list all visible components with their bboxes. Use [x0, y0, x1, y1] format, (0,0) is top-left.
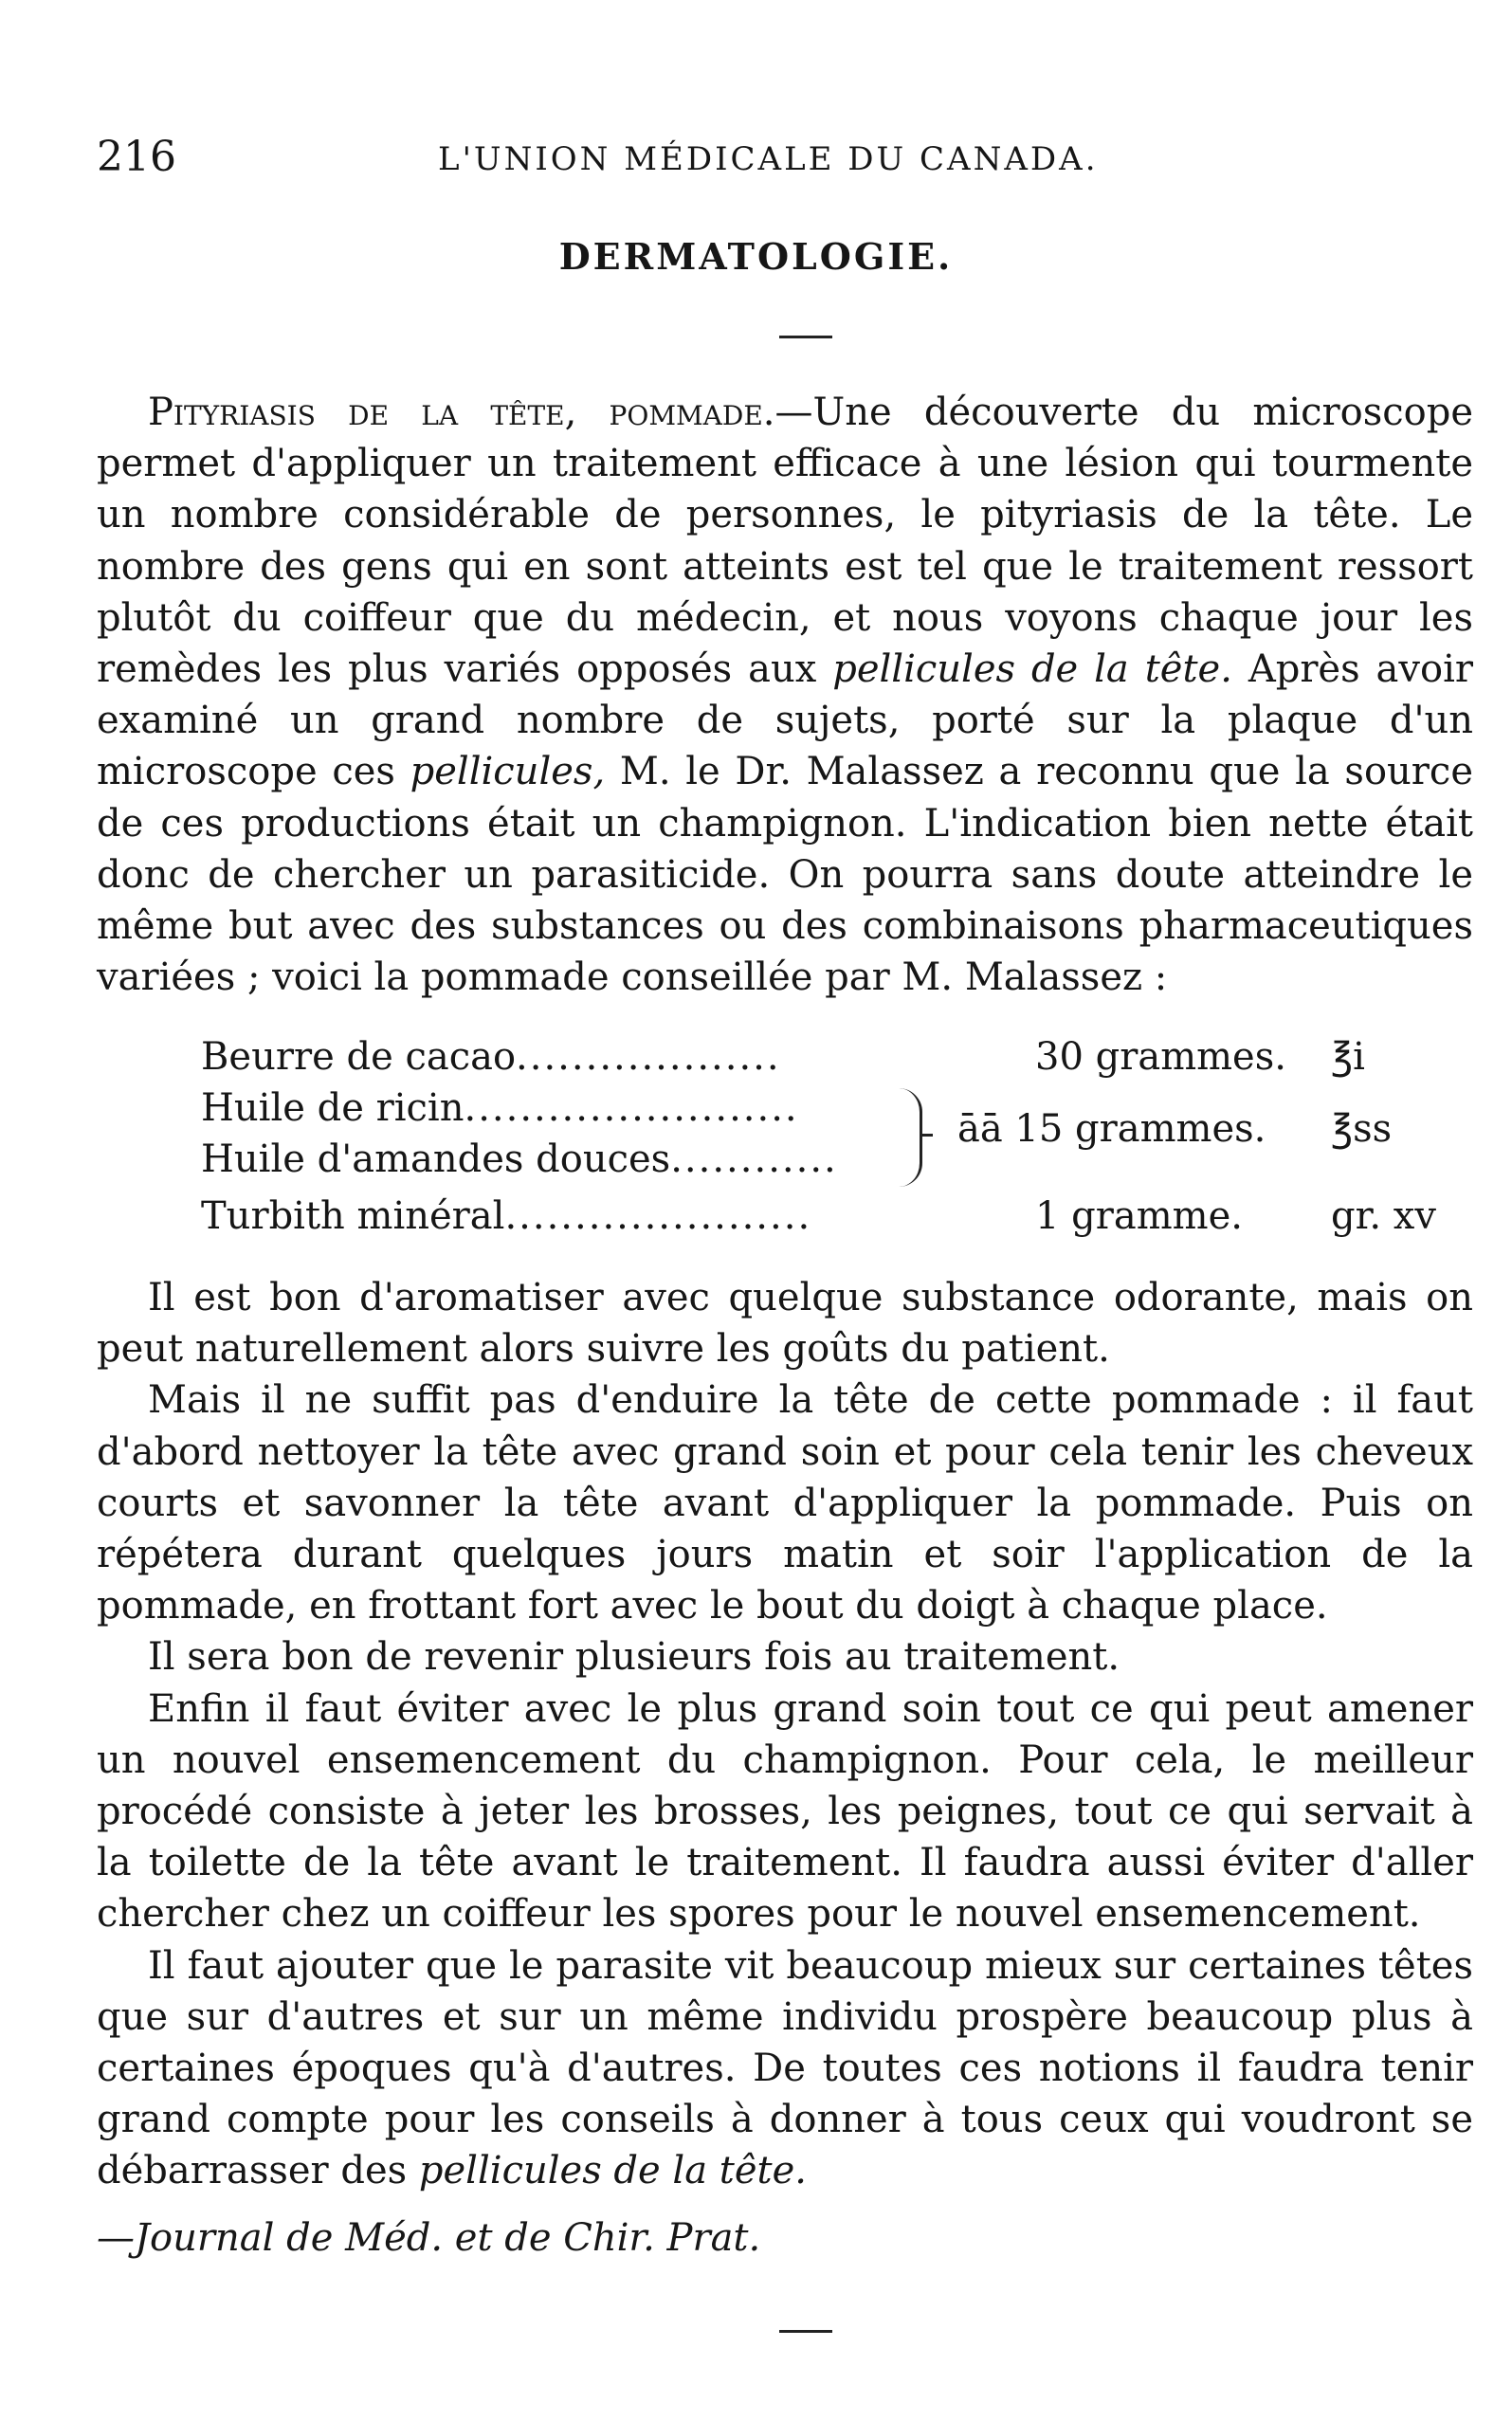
formula-shared-apothecary: ℥ss — [1331, 1107, 1393, 1151]
end-rule — [779, 2330, 832, 2333]
leader-dots: ........................ — [464, 1086, 799, 1130]
brace-icon — [899, 1088, 922, 1187]
paragraph-1 — [97, 387, 1473, 1003]
formula-apothecary: gr. xv — [1331, 1194, 1436, 1238]
prescription-formula — [201, 1035, 1471, 1244]
paragraph-2: Il est bon d'aromatiser avec quelque substance odorante, mais on peut naturellement alors suivre les goûts du patient. — [97, 1276, 1473, 1372]
formula-ingredient: Beurre de cacao — [201, 1035, 517, 1079]
leader-dots: ............ — [670, 1137, 838, 1181]
paragraph-4: Il sera bon de revenir plusieurs fois au traitement. — [148, 1635, 1120, 1680]
paragraph-1-text-a: —Une découverte du microscope permet d'appliquer un traitement efficace à une lésion qui tourmente un nombre considérable de personnes, le pityriasis de la tête. Le nombre des gens qui en sont atteints est tel que le traitement ressort plutôt du coiffeur que du médecin, et nous voyons chaque jour les remèdes les plus variés opposés aux — [97, 391, 1474, 692]
source-citation: —Journal de Méd. et de Chir. Prat. — [97, 2216, 761, 2260]
formula-ingredient: Huile d'amandes douces — [201, 1137, 671, 1181]
page-header — [97, 133, 1443, 190]
article-intro — [97, 387, 1473, 1003]
paragraph-6-italic: pellicules de la tête. — [418, 2149, 807, 2193]
article-body — [97, 1272, 1473, 2197]
paragraph-1-italic-b: pellicules, — [410, 750, 606, 794]
paragraph-6-text: Il faut ajouter que le parasite vit beaucoup mieux sur certaines têtes que sur d'autres et sur un même individu prospère beaucoup plus à certaines époques qu'à d'autres. De toutes ces notions il faudra tenir grand compte pour les conseils à donner à tous ceux qui voudront se débarrasser des — [97, 1943, 1473, 2193]
paragraph-1-text-b: Après avoir examiné un grand nombre de sujets, porté sur la plaque d'un microscope ces — [97, 647, 1473, 794]
brace-tip — [920, 1134, 933, 1137]
formula-apothecary: ℥i — [1331, 1035, 1365, 1079]
paragraph-6 — [97, 1940, 1473, 2197]
formula-quantity: 30 grammes. — [1035, 1035, 1286, 1079]
formula-ingredient: Turbith minéral — [201, 1194, 505, 1238]
article-title: Pityriasis de la tête, pommade. — [148, 391, 775, 434]
section-title: DERMATOLOGIE. — [558, 235, 954, 278]
paragraph-1-italic-a: pellicules de la tête. — [832, 647, 1232, 692]
running-head: L'UNION MÉDICALE DU CANADA. — [438, 140, 1099, 178]
paragraph-5: Enfin il faut éviter avec le plus grand soin tout ce qui peut amener un nouvel ensemencement du champignon. Pour cela, le meilleur procédé consiste à jeter les brosses, les peignes, tout ce qui servait à la toilette de la tête avant le traitement. Il faudra aussi éviter d'aller chercher chez un coiffeur les spores pour le nouvel ensemencement. — [97, 1686, 1473, 1937]
formula-quantity: 1 gramme. — [1035, 1194, 1243, 1238]
section-rule — [779, 336, 832, 338]
leader-dots: ................... — [516, 1035, 781, 1079]
paragraph-3: Mais il ne suffit pas d'enduire la tête de cette pommade : il faut d'abord nettoyer la tête avec grand soin et pour cela tenir les cheveux courts et savonner la tête avant d'appliquer la pommade. Puis on répétera durant quelques jours matin et soir l'application de la pommade, en frottant fort avec le bout du doigt à chaque place. — [97, 1378, 1473, 1628]
page-number: 216 — [97, 133, 176, 181]
formula-shared-quantity: āā 15 grammes. — [957, 1107, 1266, 1151]
leader-dots: ...................... — [504, 1194, 812, 1238]
formula-ingredient: Huile de ricin — [201, 1086, 465, 1130]
paragraph-1-text-c: M. le Dr. Malassez a reconnu que la source de ces productions était un champignon. L'indication bien nette était donc de chercher un parasiticide. On pourra sans doute atteindre le même but avec des substances ou des combinaisons pharmaceutiques variées ; voici la pommade conseillée par M. Malassez : — [97, 750, 1473, 1000]
